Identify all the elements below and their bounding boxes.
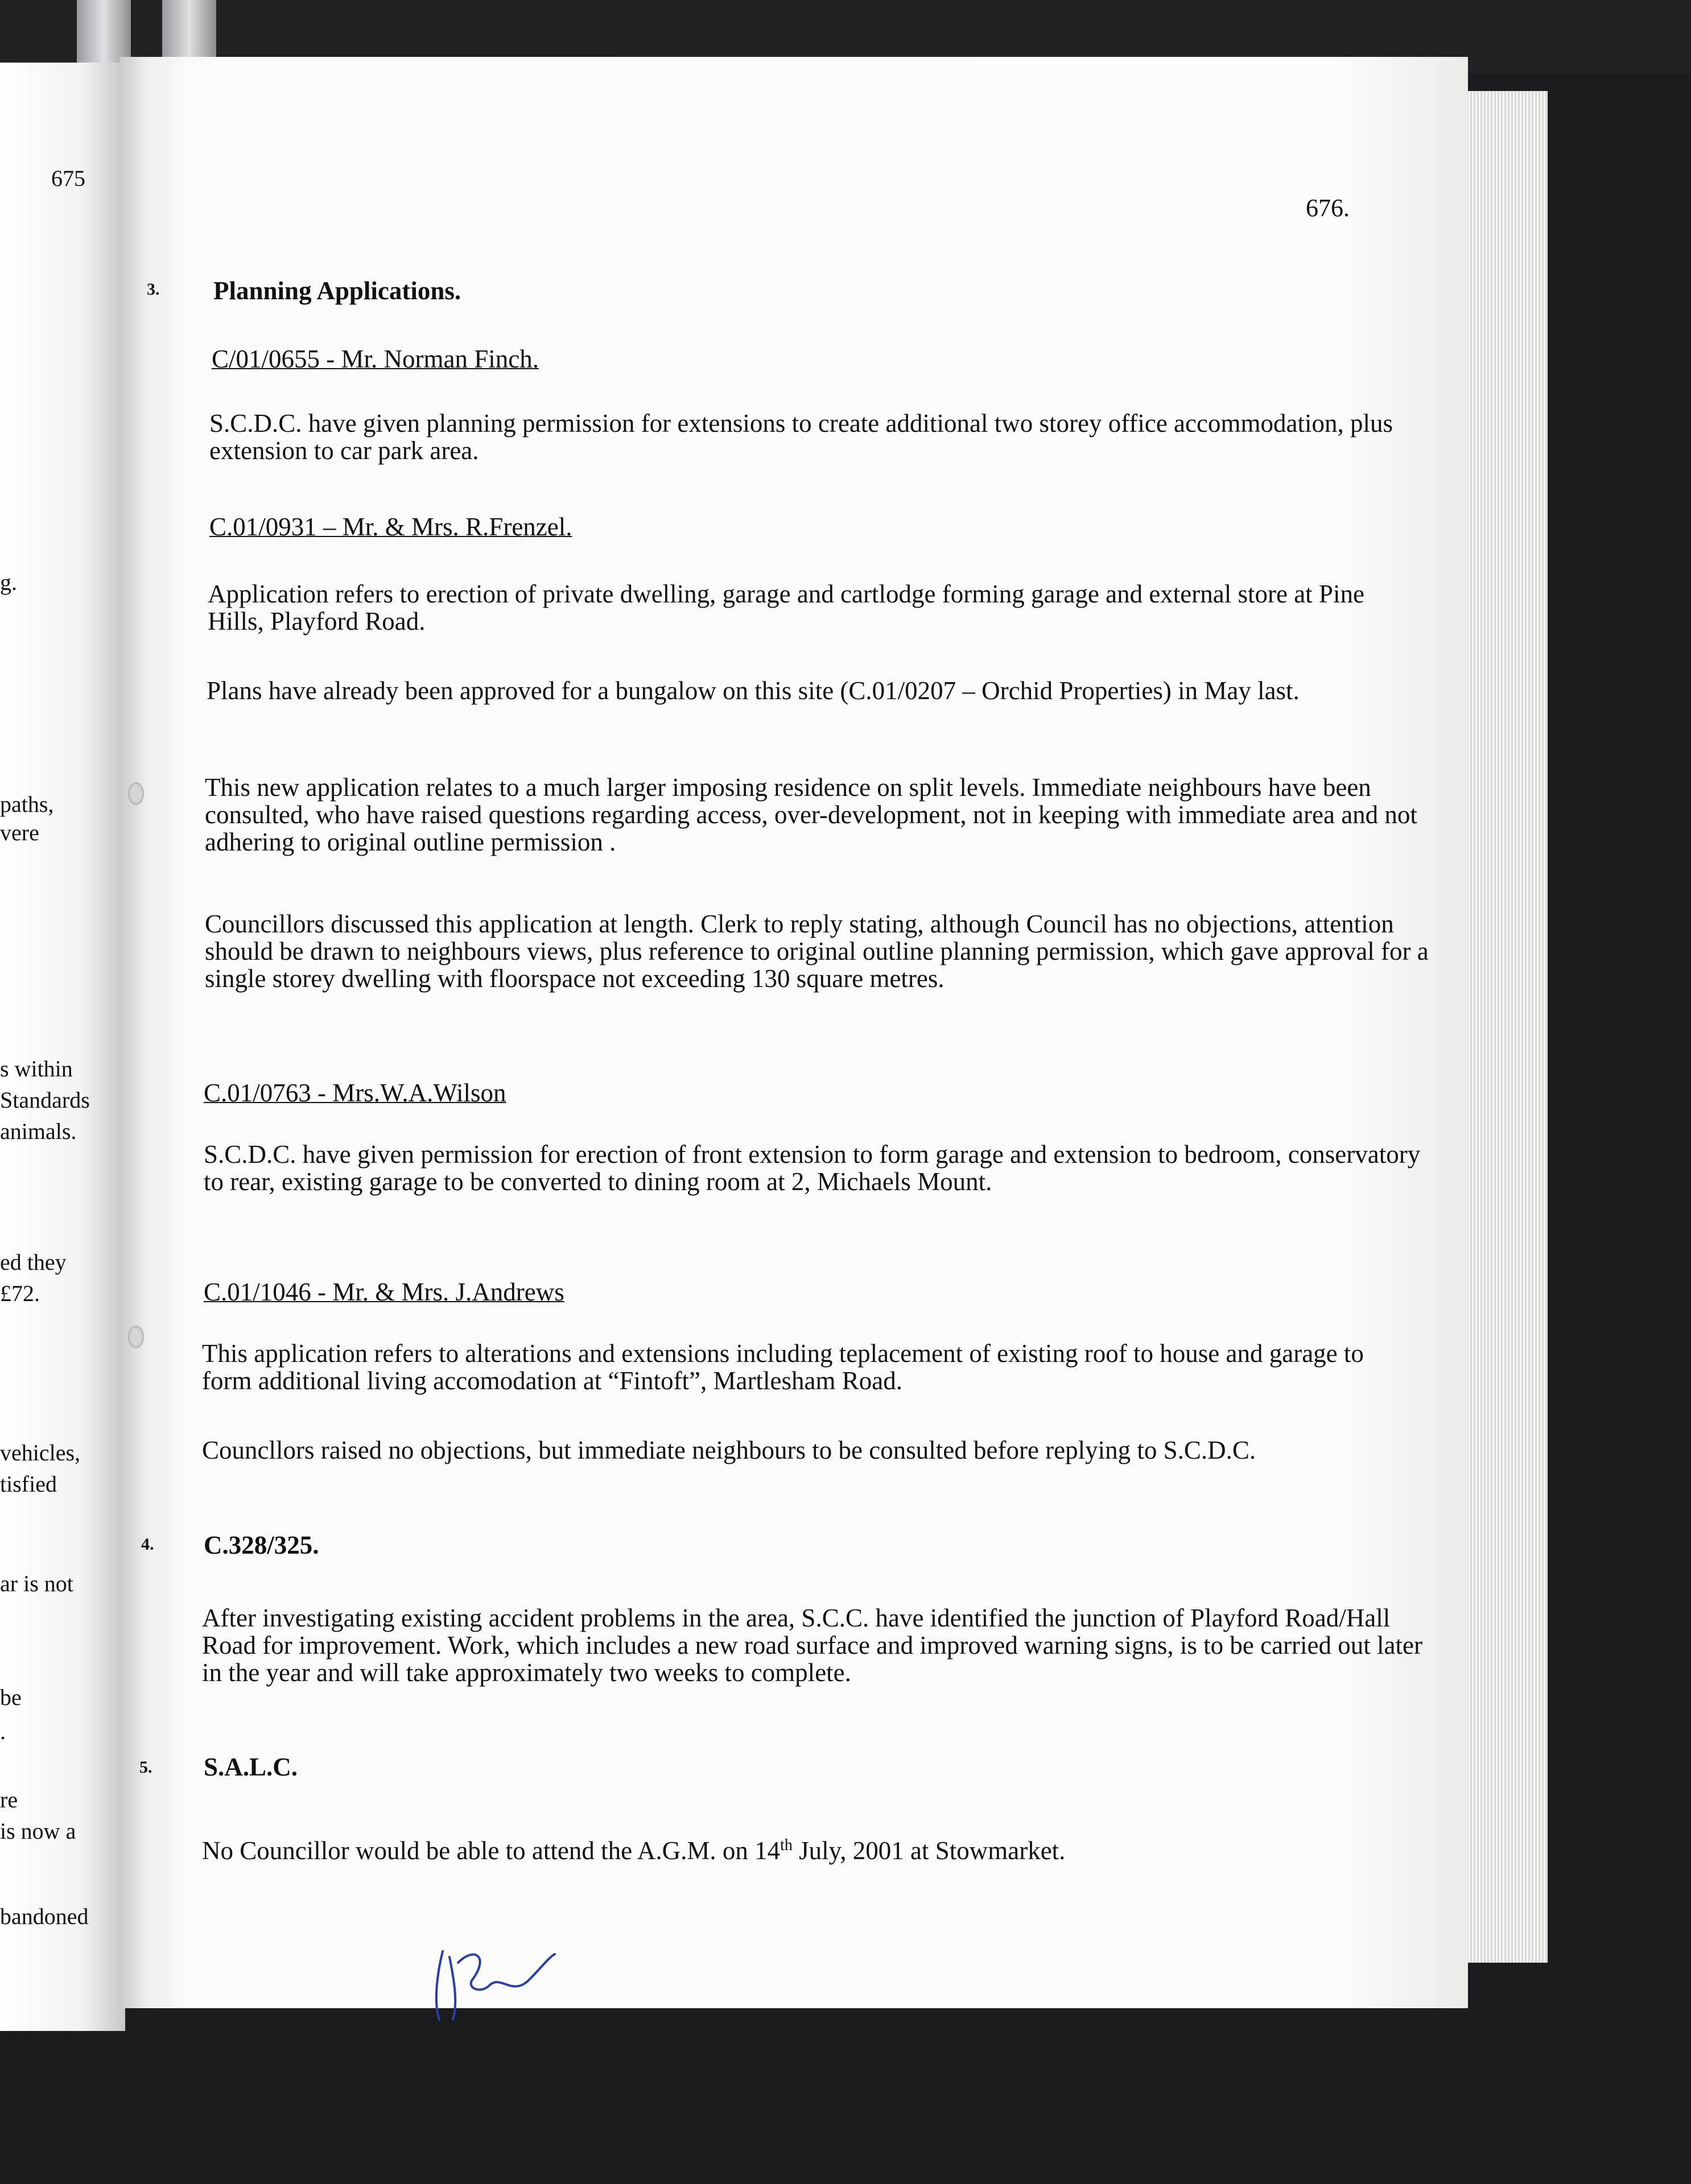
item-number: 4.: [141, 1535, 154, 1554]
application-reference: C.01/1046 - Mr. & Mrs. J.Andrews: [204, 1278, 564, 1306]
paragraph: Application refers to erection of private dwelling, garage and cartlodge forming garage and external store at Pine Hills, Playford Road.: [208, 580, 1364, 635]
left-page-fragment: ar is not: [0, 1571, 73, 1596]
paragraph: This new application relates to a much larger imposing residence on split levels. Immediate neighbours have been consulted, who have raised questions regarding access, over-development, not in keeping with immediate area and not adhering to original outline permission .: [205, 773, 1417, 856]
paragraph: This application refers to alterations and extensions including teplacement of existing roof to house and garage to form additional living accomodation at “Fintoft”, Martlesham Road.: [202, 1339, 1364, 1395]
paragraph: After investigating existing accident problems in the area, S.C.C. have identified the junction of Playford Road/Hall Road for improvement. Work, which includes a new road surface and improved warning signs, is to be carried out later in the year and will take approximately two weeks to complete.: [202, 1604, 1422, 1687]
section-heading: C.328/325.: [204, 1531, 319, 1559]
paragraph: Councllors raised no objections, but immediate neighbours to be consulted before replying to S.C.D.C.: [202, 1436, 1256, 1464]
left-page-fragment: s within: [0, 1056, 73, 1081]
left-page-fragment: re: [0, 1787, 18, 1813]
left-page-fragment: vere: [0, 820, 39, 845]
paragraph-text: No Councillor would be able to attend the A.G.M. on 14: [202, 1836, 781, 1865]
left-page-fragment: is now a: [0, 1818, 76, 1844]
document-page: [119, 57, 1468, 2008]
paragraph: Councillors discussed this application at length. Clerk to reply stating, although Council has no objections, attention should be drawn to neighbours views, plus reference to original outline planning permission, which gave approval for a single storey dwelling with floorspace not exceeding 130 square metres.: [205, 910, 1429, 993]
section-heading: Planning Applications.: [213, 276, 461, 305]
left-page-fragment: .: [0, 1719, 6, 1744]
left-page-fragment: vehicles,: [0, 1440, 81, 1465]
application-reference: C.01/0931 – Mr. & Mrs. R.Frenzel.: [209, 513, 572, 541]
left-page-fragment: tisfied: [0, 1471, 57, 1497]
section-heading: S.A.L.C.: [204, 1753, 298, 1781]
left-page-number: 675: [51, 166, 85, 191]
paragraph: Plans have already been approved for a bungalow on this site (C.01/0207 – Orchid Properties) in May last.: [207, 676, 1300, 705]
left-page-fragment: paths,: [0, 791, 54, 817]
item-number: 3.: [147, 280, 160, 299]
left-page-fragment: animals.: [0, 1118, 77, 1144]
left-page-fragment: bandoned: [0, 1904, 89, 1929]
punch-hole: [128, 782, 144, 805]
left-page-fragment: g.: [0, 569, 17, 595]
punch-hole: [128, 1326, 144, 1348]
left-page-fragment: Standards: [0, 1087, 90, 1113]
left-page-fragment: ed they: [0, 1249, 67, 1275]
application-reference: C/01/0655 - Mr. Norman Finch.: [212, 345, 539, 373]
item-number: 5.: [139, 1758, 152, 1777]
left-page-fragment: £72.: [0, 1281, 40, 1306]
signature-initials: [427, 1940, 558, 2025]
paragraph: S.C.D.C. have given planning permission for extensions to create additional two storey office accommodation, plus extension to car park area.: [209, 409, 1393, 465]
paragraph-text: July, 2001 at Stowmarket.: [792, 1836, 1066, 1865]
application-reference: C.01/0763 - Mrs.W.A.Wilson: [204, 1079, 506, 1107]
paragraph: S.C.D.C. have given permission for erection of front extension to form garage and extension to bedroom, conservatory to rear, existing garage to be converted to dining room at 2, Michaels Mount.: [204, 1140, 1421, 1196]
left-page: [0, 63, 125, 2031]
left-page-fragment: be: [0, 1685, 22, 1710]
paragraph: [202, 1832, 1431, 1864]
page-stack-edge: [1457, 91, 1548, 1963]
superscript: th: [780, 1836, 793, 1854]
page-number: 676.: [1306, 194, 1350, 222]
